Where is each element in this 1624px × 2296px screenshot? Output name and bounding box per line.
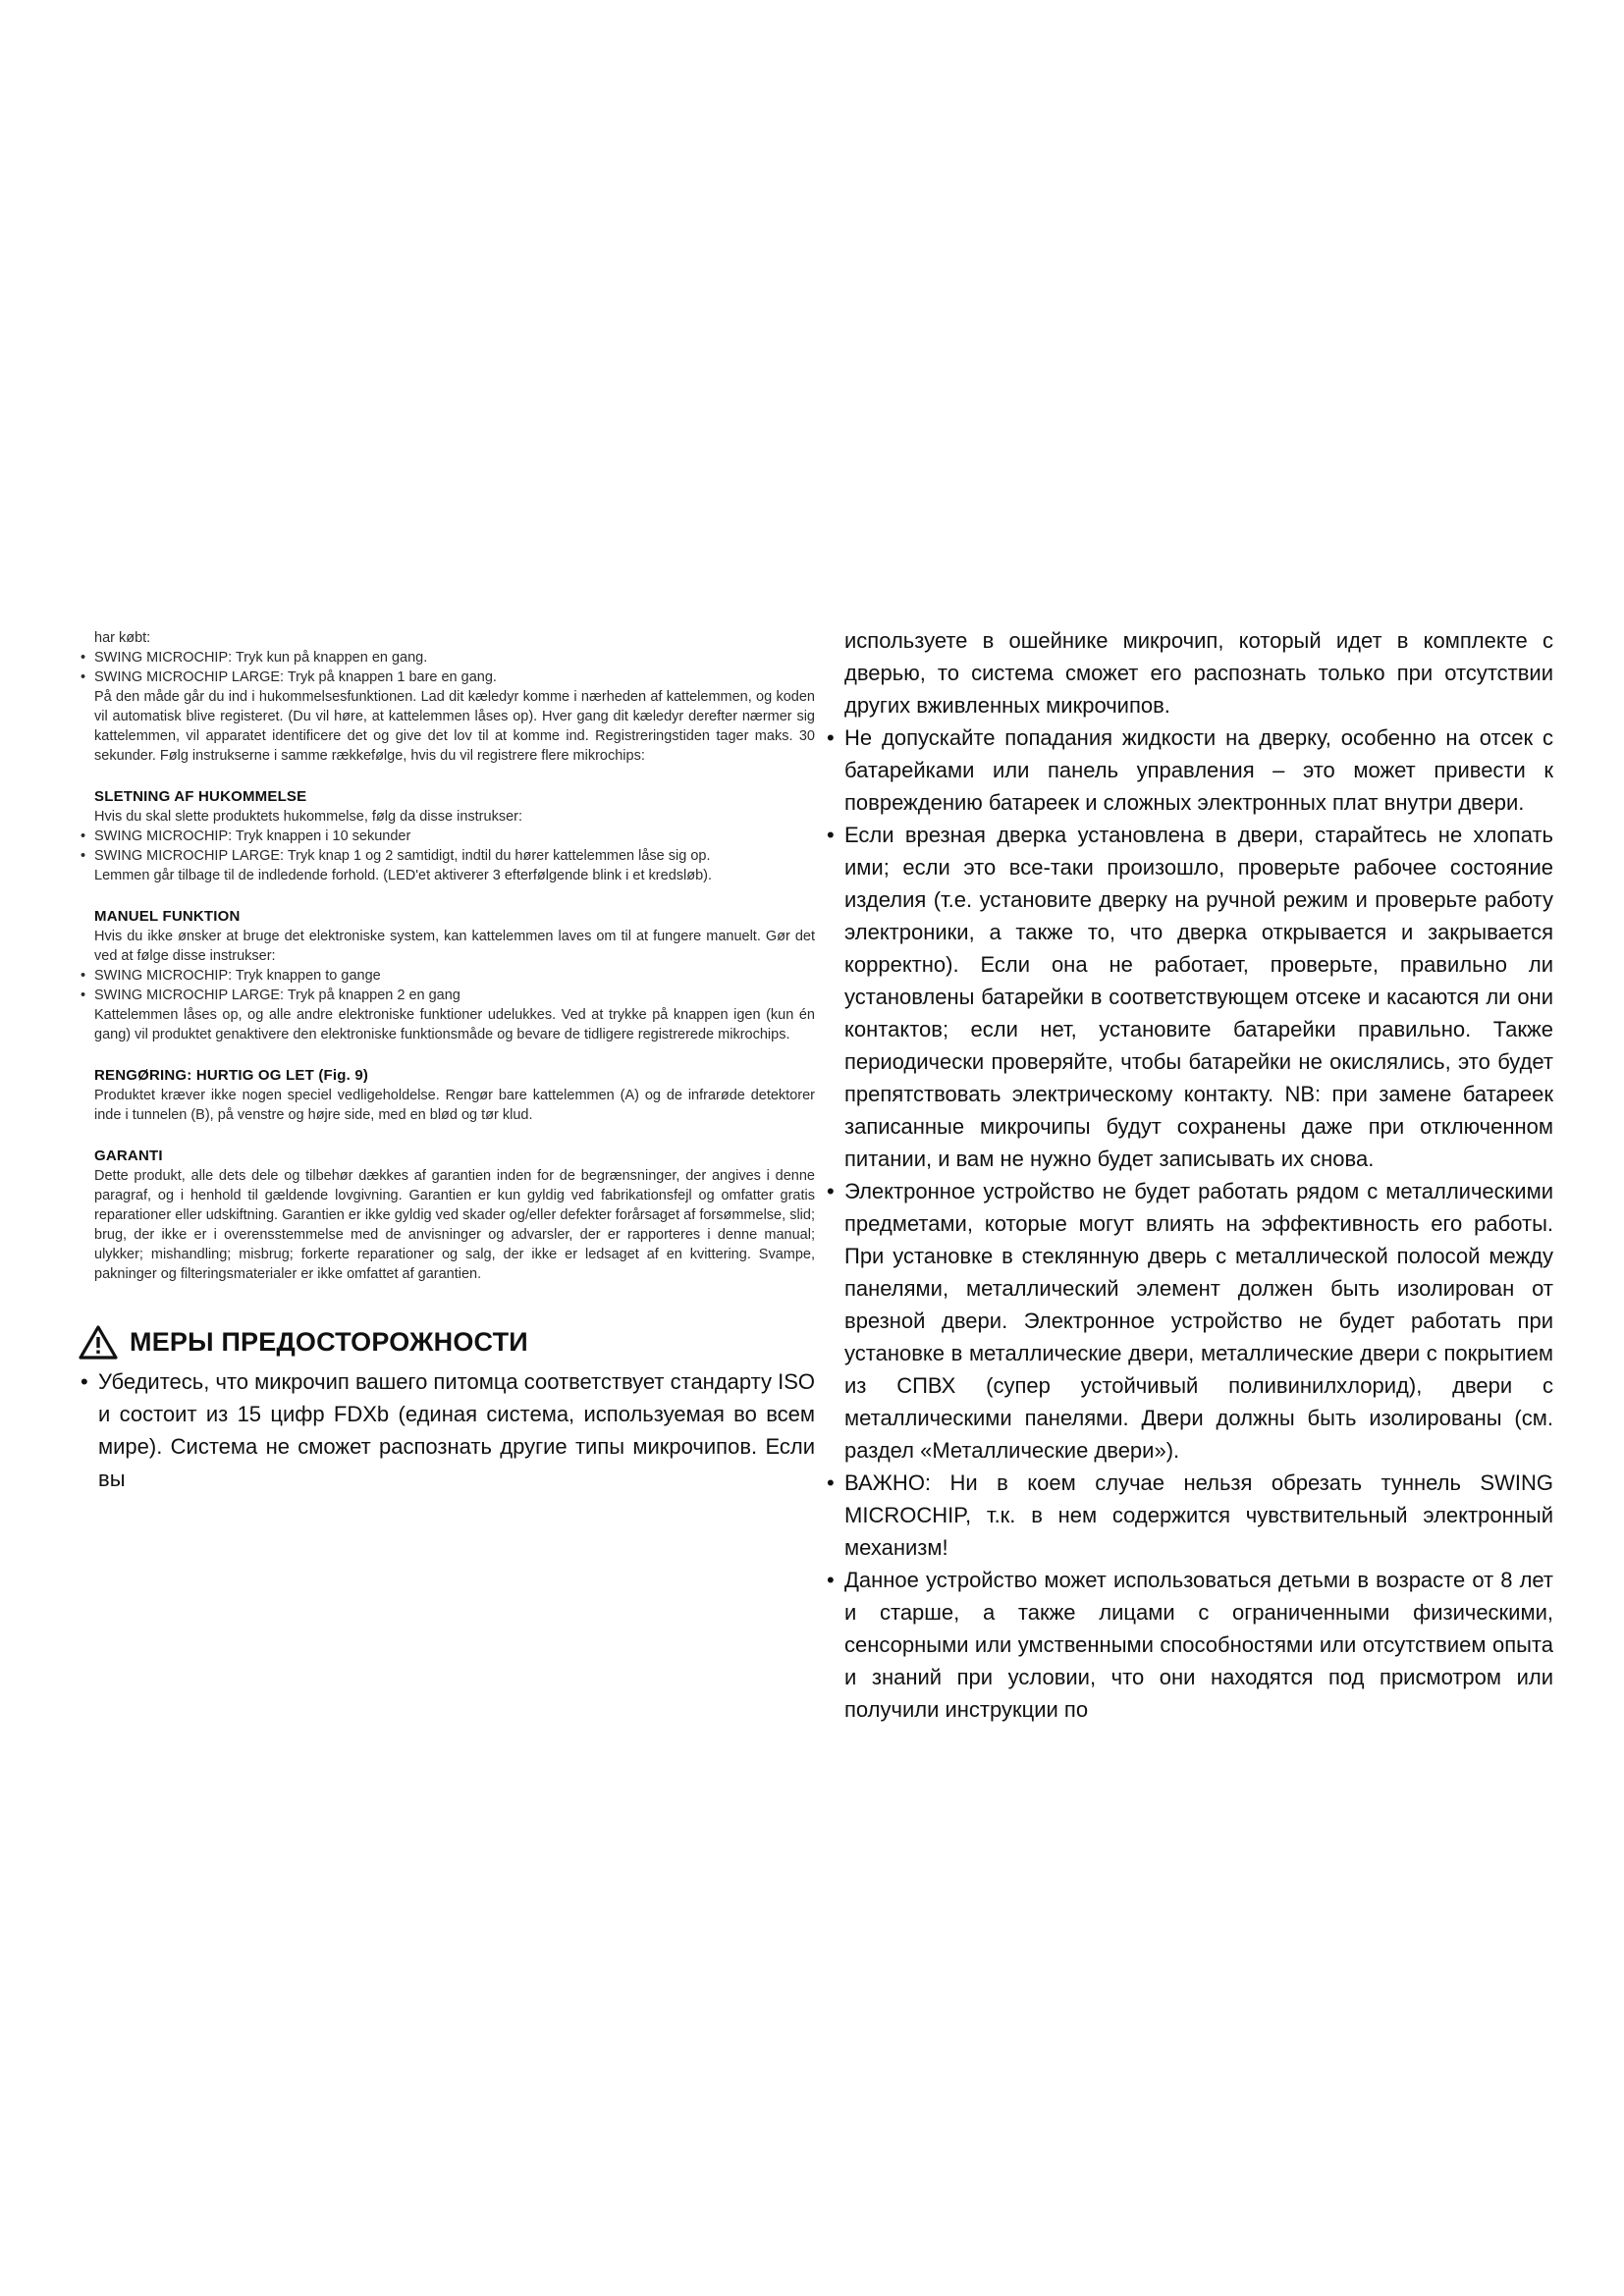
precaution-item: • Убедитесь, что микрочип вашего питомца соответствует стандарту ISO и состоит из 15 цифр FDXb (единая система, используемая во всем мире). Система не сможет распознать другие типы микрочипов. Если вы xyxy=(79,1365,815,1495)
precautions-list-right xyxy=(825,721,1553,1726)
manual-item: • SWING MICROCHIP LARGE: Tryk på knappen 2 en gang xyxy=(79,986,815,1005)
warning-triangle-icon xyxy=(79,1325,118,1360)
precaution-continuation: используете в ошейнике микрочип, который идет в комплекте с дверью, то система сможет его распознать только при отсутствии других вживленных микрочипов. xyxy=(844,628,1553,718)
russian-right-section xyxy=(825,624,1553,1726)
register-item: • SWING MICROCHIP LARGE: Tryk på knappen 1 bare en gang. xyxy=(79,667,815,687)
precaution-item: • Если врезная дверка установлена в двери, старайтесь не хлопать ими; если это все-таки произошло, проверьте рабочее состояние изделия (т.е. установите дверку на ручной режим и проверьте работу электроники, а также то, что дверка открывается и закрывается корректно). Если она не работает, проверьте, правильно ли установлены батарейки в соответствующем отсеке и касаются ли они контактов; если нет, установите батарейки правильно. Также периодически проверяйте, чтобы батарейки не окислялись, это будет препятствовать электрическому контакту. NB: при замене батареек записанные микрочипы будут сохранены даже при отключенном питании, и вам не нужно будет записывать их снова. xyxy=(825,819,1553,1175)
manual-item: • SWING MICROCHIP: Tryk knappen to gange xyxy=(79,966,815,986)
delete-item: • SWING MICROCHIP LARGE: Tryk knap 1 og 2 samtidigt, indtil du hører kattelemmen låse sig op. xyxy=(79,846,815,866)
precaution-item: • Не допускайте попадания жидкости на дверку, особенно на отсек с батарейками или панель управления – это может привести к повреждению батареек и сложных электронных плат внутри двери. xyxy=(825,721,1553,819)
register-text: På den måde går du ind i hukommelsesfunktionen. Lad dit kæledyr komme i nærheden af kattelemmen, og koden vil automatisk blive registeret. (Du vil høre, at kattelemmen låses op). Hver gang dit kæledyr derefter nærmer sig kattelemmen, vil apparatet identificere det og give det lov til at komme ind. Registreringstiden tager maks. 30 sekunder. Følg instrukserne i samme rækkefølge, hvis du vil registrere flere mikrochips: xyxy=(94,689,815,764)
delete-after: Lemmen går tilbage til de indledende forhold. (LED'et aktiverer 3 efterfølgende blink i et kredsløb). xyxy=(94,868,713,883)
precautions-title: МЕРЫ ПРЕДОСТОРОЖНОСТИ xyxy=(130,1327,528,1357)
warranty-text: Dette produkt, alle dets dele og tilbehør dækkes af garantien inden for de begrænsninger, der angives i denne paragraf, og i henhold til gældende lovgivning. Garantien er kun gyldig ved fabrikationsfejl og omfatter gratis reparationer eller udskiftning. Garantien er ikke gyldig ved skader og/eller defekter forårsaget af forsømmelse, slid; brug, der ikke er i overensstemmelse med de anvisninger og advarsler, der er rapporteres i denne manual; ulykker; mishandling; misbrug; forkerte reparationer og salg, der ikke er ledsaget af en kvittering. Svampe, pakninger og filteringsmaterialer er ikke omfattet af garantien. xyxy=(94,1168,815,1282)
manual-intro: Hvis du ikke ønsker at bruge det elektroniske system, kan kattelemmen laves om til at fungere manuelt. Gør det ved at følge disse instrukser: xyxy=(94,929,815,964)
precaution-item: • Электронное устройство не будет работать рядом с металлическими предметами, которые могут влиять на эффективность его работы. При установке в стеклянную дверь с металлической полосой между панелями, металлический элемент должен быть изолирован от врезной двери. Электронное устройство не будет работать при установке в металлические двери, металлические двери с покрытием из СПВХ (супер устойчивый поливинилхлорид), двери с металлическими панелями. Двери должны быть изолированы (см. раздел «Металлические двери»). xyxy=(825,1175,1553,1467)
danish-section xyxy=(79,628,815,1284)
left-column xyxy=(79,628,815,1495)
delete-list xyxy=(79,827,815,866)
intro-line: har købt: xyxy=(94,630,151,646)
delete-heading: SLETNING AF HUKOMMELSE xyxy=(94,788,307,805)
cleaning-text: Produktet kræver ikke nogen speciel vedligeholdelse. Rengør bare kattelemmen (A) og de infrarøde detektorer inde i tunnelen (B), på venstre og højre side, med en blød og tør klud. xyxy=(94,1088,815,1123)
delete-item: • SWING MICROCHIP: Tryk knappen i 10 sekunder xyxy=(79,827,815,846)
precaution-item: • ВАЖНО: Ни в коем случае нельзя обрезать туннель SWING MICROCHIP, т.к. в нем содержится чувствительный электронный механизм! xyxy=(825,1467,1553,1564)
russian-left-section xyxy=(79,1325,815,1495)
precautions-heading xyxy=(79,1325,815,1360)
right-column xyxy=(825,624,1553,1726)
delete-intro: Hvis du skal slette produktets hukommelse, følg da disse instrukser: xyxy=(94,809,522,825)
manual-after: Kattelemmen låses op, og alle andre elektroniske funktioner udelukkes. Ved at trykke på knappen igen (kun én gang) vil produktet genaktivere den elektroniske funktionsmåde og bevare de tidligere registrerede mikrochips. xyxy=(94,1007,815,1042)
register-list xyxy=(79,648,815,687)
manual-heading: MANUEL FUNKTION xyxy=(94,908,241,925)
precautions-list-left xyxy=(79,1365,815,1495)
precaution-item: • Данное устройство может использоваться детьми в возрасте от 8 лет и старше, а также лицами с ограниченными физическими, сенсорными или умственными способностями или отсутствием опыта и знаний при условии, что они находятся под присмотром или получили инструкции по xyxy=(825,1564,1553,1726)
cleaning-heading: RENGØRING: HURTIG OG LET (Fig. 9) xyxy=(94,1067,369,1084)
register-item: • SWING MICROCHIP: Tryk kun på knappen en gang. xyxy=(79,648,815,667)
manual-list xyxy=(79,966,815,1005)
warranty-heading: GARANTI xyxy=(94,1148,163,1164)
